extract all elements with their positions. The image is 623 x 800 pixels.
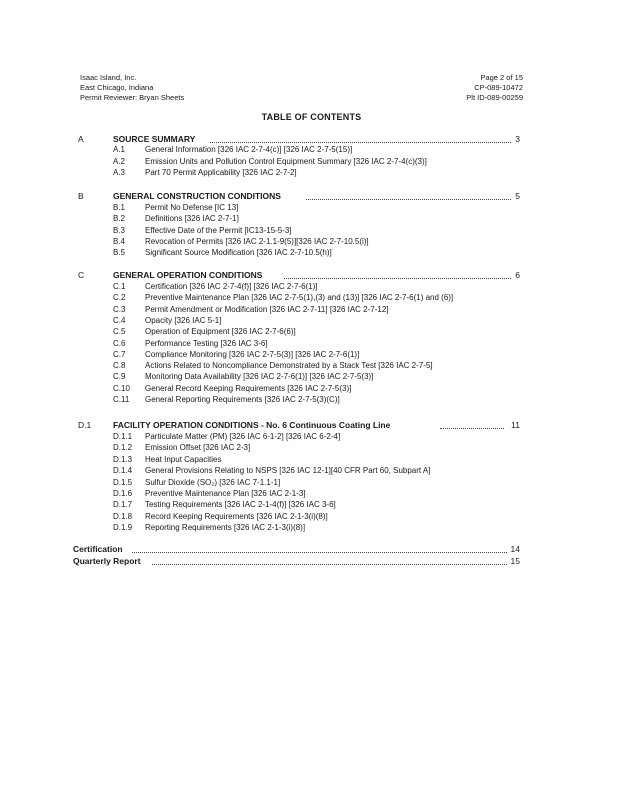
toc-entry: [0, 305, 623, 315]
entry-number: A.3: [113, 168, 126, 177]
entry-number: C.5: [113, 327, 126, 337]
entry-number: C.1: [113, 282, 126, 291]
footer-entry-label: Certification: [73, 544, 123, 554]
toc-section-heading: [0, 420, 623, 431]
header-right: [466, 73, 523, 103]
section-letter: C: [78, 270, 85, 280]
entry-number: C.2: [113, 293, 126, 303]
toc-entry: [0, 395, 623, 405]
entry-number: A.2: [113, 156, 126, 166]
entry-text: General Information [326 IAC 2-7-4(c)] [326 IAC 2-7-5(15)]: [145, 145, 353, 154]
toc-footer-entry: [0, 544, 623, 555]
toc-entry: [0, 523, 623, 533]
entry-number: C.7: [113, 349, 126, 359]
company-location: East Chicago, Indiana: [80, 83, 154, 92]
entry-number: D.1.2: [113, 443, 133, 453]
toc-entry: [0, 384, 623, 394]
entry-text: Testing Requirements [326 IAC 2-1-4(f)] [326 IAC 3-6]: [145, 500, 336, 510]
toc-section-heading: [0, 134, 623, 145]
permit-number: CP-089-10472: [474, 83, 523, 92]
entry-number: B.2: [113, 214, 126, 224]
entry-text: General Provisions Relating to NSPS [326 IAC 12-1][40 CFR Part 60, Subpart A]: [145, 466, 431, 476]
footer-entry-label: Quarterly Report: [73, 556, 141, 566]
toc-entry: [0, 361, 623, 371]
toc-entry: [0, 512, 623, 522]
toc-section-heading: [0, 270, 623, 281]
section-title: GENERAL OPERATION CONDITIONS: [113, 270, 263, 280]
section-letter: A: [78, 134, 84, 144]
entry-text: Emission Units and Pollution Control Equipment Summary [326 IAC 2-7-4(c)(3)]: [145, 156, 427, 166]
toc-entry: [0, 157, 623, 167]
entry-number: D.1.1: [113, 432, 133, 441]
entry-number: D.1.9: [113, 523, 133, 533]
section-page-number: 11: [511, 420, 520, 430]
section-letter: D.1: [78, 420, 92, 430]
entry-text: Part 70 Permit Applicability [326 IAC 2-7-2]: [145, 168, 297, 177]
toc-entry: [0, 500, 623, 510]
section-title: GENERAL CONSTRUCTION CONDITIONS: [113, 191, 281, 201]
entry-text: Heat Input Capacities: [145, 454, 222, 464]
plant-id: Plt ID-089-00259: [466, 93, 523, 102]
toc-entry: [0, 489, 623, 499]
toc-entry: [0, 455, 623, 465]
entry-text: Reporting Requirements [326 IAC 2-1-3(i)(8)]: [145, 523, 306, 533]
entry-text: Operation of Equipment [326 IAC 2-7-6(6)]: [145, 327, 296, 337]
entry-number: C.6: [113, 338, 126, 348]
toc-entry: [0, 327, 623, 337]
entry-number: A.1: [113, 145, 126, 154]
toc-entry: [0, 293, 623, 303]
entry-number: C.10: [113, 383, 130, 393]
entry-text: Revocation of Permits [326 IAC 2-1.1-9(5)][326 IAC 2-7-10.5(i)]: [145, 236, 369, 246]
section-page-number: 5: [515, 191, 520, 201]
toc-entry: [0, 478, 623, 488]
toc-entry: [0, 203, 623, 213]
dot-leader: [306, 199, 511, 200]
entry-text: Effective Date of the Permit [IC13-15-5-3]: [145, 225, 292, 235]
dot-leader: [152, 564, 507, 565]
toc-section-heading: [0, 191, 623, 202]
entry-text: Preventive Maintenance Plan [326 IAC 2-1-3]: [145, 489, 306, 498]
toc-entry: [0, 282, 623, 292]
dot-leader: [440, 428, 504, 429]
page-number: Page 2 of 15: [480, 73, 523, 82]
entry-text: Permit Amendment or Modification [326 IAC 2-7-11] [326 IAC 2-7-12]: [145, 304, 389, 314]
toc-entry: [0, 248, 623, 258]
entry-number: D.1.7: [113, 500, 133, 510]
section-title: FACILITY OPERATION CONDITIONS - No. 6 Continuous Coating Line: [113, 420, 391, 430]
toc-entry: [0, 145, 623, 155]
entry-number: C.9: [113, 372, 126, 382]
section-page-number: 6: [515, 270, 520, 280]
entry-number: D.1.4: [113, 466, 133, 476]
entry-number: C.4: [113, 315, 126, 325]
section-title: SOURCE SUMMARY: [113, 134, 196, 144]
entry-number: C.3: [113, 304, 126, 314]
entry-text: Emission Offset [326 IAC 2-3]: [145, 443, 251, 453]
toc-entry: [0, 372, 623, 382]
entry-text: Particulate Matter (PM) [326 IAC 6-1-2] [326 IAC 6-2-4]: [145, 432, 341, 441]
section-page-number: 3: [515, 134, 520, 144]
toc-entry: [0, 168, 623, 178]
dot-leader: [210, 142, 511, 143]
footer-page-number: 14: [510, 544, 520, 554]
toc-footer-entry: [0, 556, 623, 567]
entry-number: D.1.6: [113, 489, 133, 498]
toc-entry: [0, 316, 623, 326]
dot-leader: [132, 552, 507, 553]
entry-text: Certification [326 IAC 2-7-4(f)] [326 IAC 2-7-6(1)]: [145, 282, 318, 291]
entry-text: Opacity [326 IAC 5-1]: [145, 315, 222, 325]
entry-text: Compliance Monitoring [326 IAC 2-7-5(3)] [326 IAC 2-7-6(1)]: [145, 349, 360, 359]
entry-text: General Reporting Requirements [326 IAC 2-7-5(3)(C)]: [145, 395, 340, 404]
entry-number: D.1.8: [113, 511, 133, 521]
toc-entry: [0, 443, 623, 453]
entry-text: Definitions [326 IAC 2-7-1]: [145, 214, 239, 224]
toc-entry: [0, 350, 623, 360]
toc-title: TABLE OF CONTENTS: [261, 112, 362, 122]
entry-number: D.1.3: [113, 454, 133, 464]
entry-text: Actions Related to Noncompliance Demonstrated by a Stack Test [326 IAC 2-7-5]: [145, 361, 433, 371]
toc-entry: [0, 466, 623, 476]
entry-number: C.8: [113, 361, 126, 371]
header-left: [80, 73, 184, 103]
toc-entry: [0, 226, 623, 236]
section-letter: B: [78, 191, 84, 201]
company-name: Isaac Island, Inc.: [80, 73, 137, 82]
toc-entry: [0, 237, 623, 247]
entry-number: B.3: [113, 225, 126, 235]
permit-reviewer: Permit Reviewer: Bryan Sheets: [80, 93, 185, 102]
entry-text: General Record Keeping Requirements [326 IAC 2-7-5(3)]: [145, 383, 352, 393]
entry-text: Sulfur Dioxide (SO₂) [326 IAC 7-1.1-1]: [145, 477, 281, 487]
entry-text: Monitoring Data Availability [326 IAC 2-7-6(1)] [326 IAC 2-7-5(3)]: [145, 372, 374, 382]
entry-text: Preventive Maintenance Plan [326 IAC 2-7-5(1),(3) and (13)] [326 IAC 2-7-6(1) and (6)]: [145, 293, 454, 303]
dot-leader: [284, 278, 511, 279]
entry-text: Performance Testing [326 IAC 3-6]: [145, 338, 268, 348]
toc-entry: [0, 339, 623, 349]
entry-text: Record Keeping Requirements [326 IAC 2-1-3(i)(8)]: [145, 511, 328, 521]
entry-text: Significant Source Modification [326 IAC 2-7-10.5(h)]: [145, 248, 332, 258]
entry-number: B.4: [113, 236, 126, 246]
entry-text: Permit No Defense [IC 13]: [145, 203, 239, 212]
entry-number: D.1.5: [113, 477, 133, 487]
entry-number: B.5: [113, 248, 126, 258]
footer-page-number: 15: [510, 556, 520, 566]
toc-entry: [0, 432, 623, 442]
entry-number: C.11: [113, 395, 130, 404]
entry-number: B.1: [113, 203, 126, 212]
toc-entry: [0, 214, 623, 224]
